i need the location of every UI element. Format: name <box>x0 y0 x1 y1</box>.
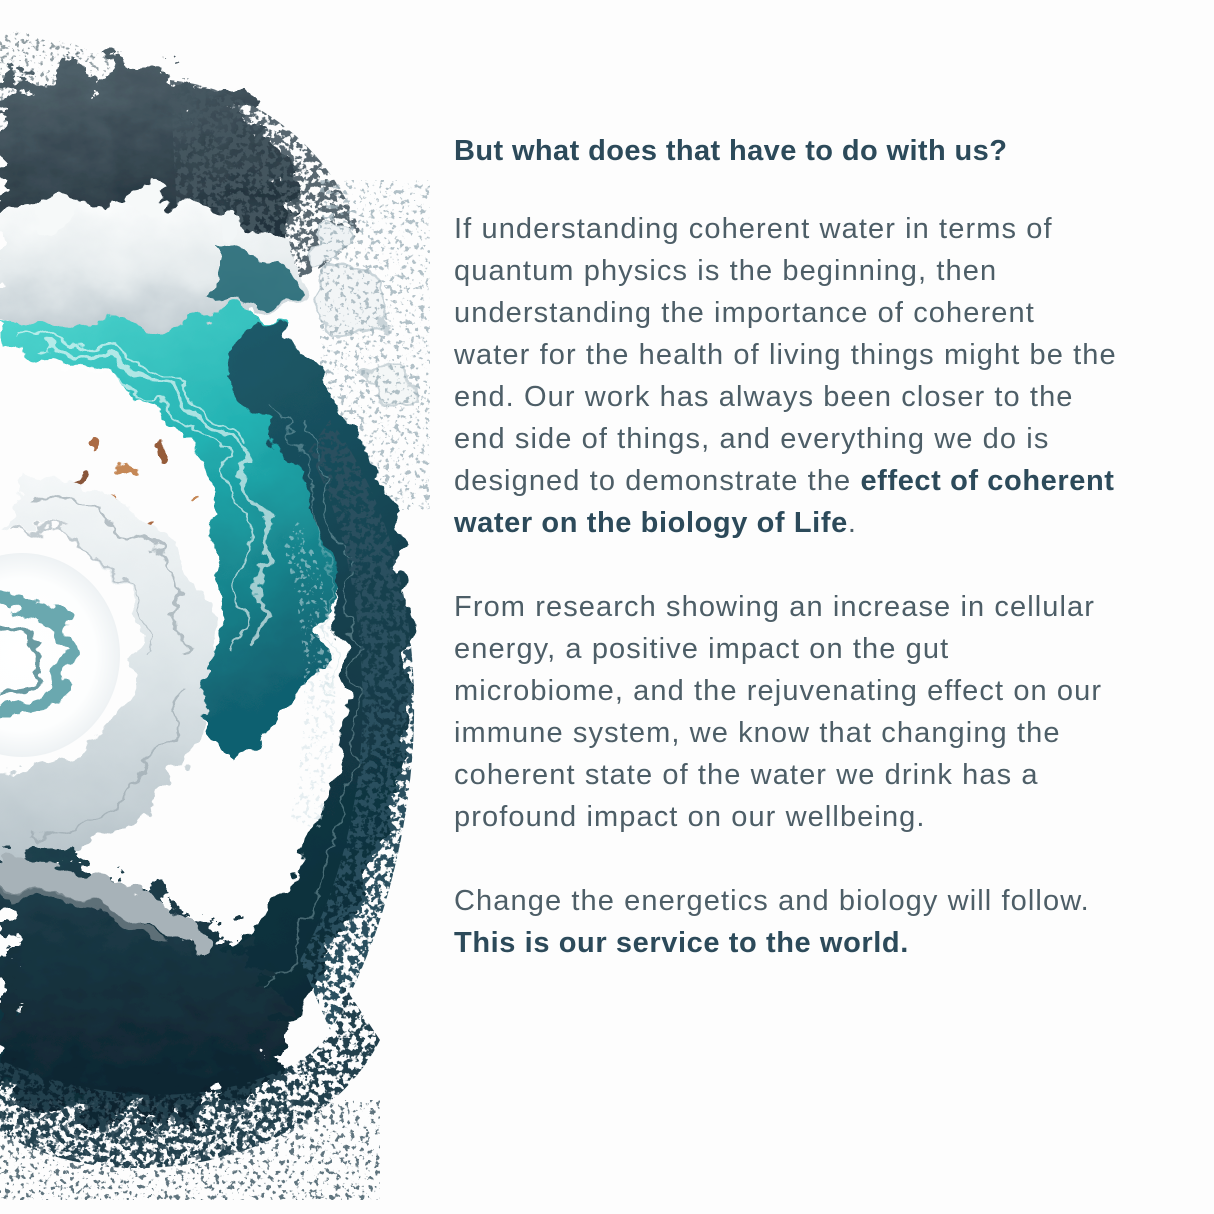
paragraph-1-after: . <box>847 507 857 539</box>
paragraph-3 <box>454 880 1118 964</box>
article <box>454 130 1118 1006</box>
bottom-mist-speckles <box>0 1100 380 1200</box>
paragraph-1-bold: effect of coherent water on the biology of Life <box>454 465 1115 539</box>
paragraph-1-text: If understanding coherent water in terms of quantum physics is the beginning, then understanding the importance of coherent water for the health of living things might be the end. Our work has always been closer to the end side of things, and everything we do is designed to demonstrate the <box>454 213 1117 497</box>
page-heading: But what does that have to do with us? <box>454 135 1008 167</box>
wave-vortex-image <box>0 0 430 1214</box>
wave-vortex-graphic <box>0 0 430 1214</box>
paragraph-3-text: Change the energetics and biology will follow. <box>454 885 1090 917</box>
paragraph-1 <box>454 208 1118 544</box>
paragraph-2 <box>454 586 1118 838</box>
paragraph-3-bold: This is our service to the world. <box>454 927 909 959</box>
paragraph-2-text: From research showing an increase in cellular energy, a positive impact on the gut microbiome, and the rejuvenating effect on our immune system, we know that changing the coherent state of the water we drink has a profound impact on our wellbeing. <box>454 591 1103 833</box>
